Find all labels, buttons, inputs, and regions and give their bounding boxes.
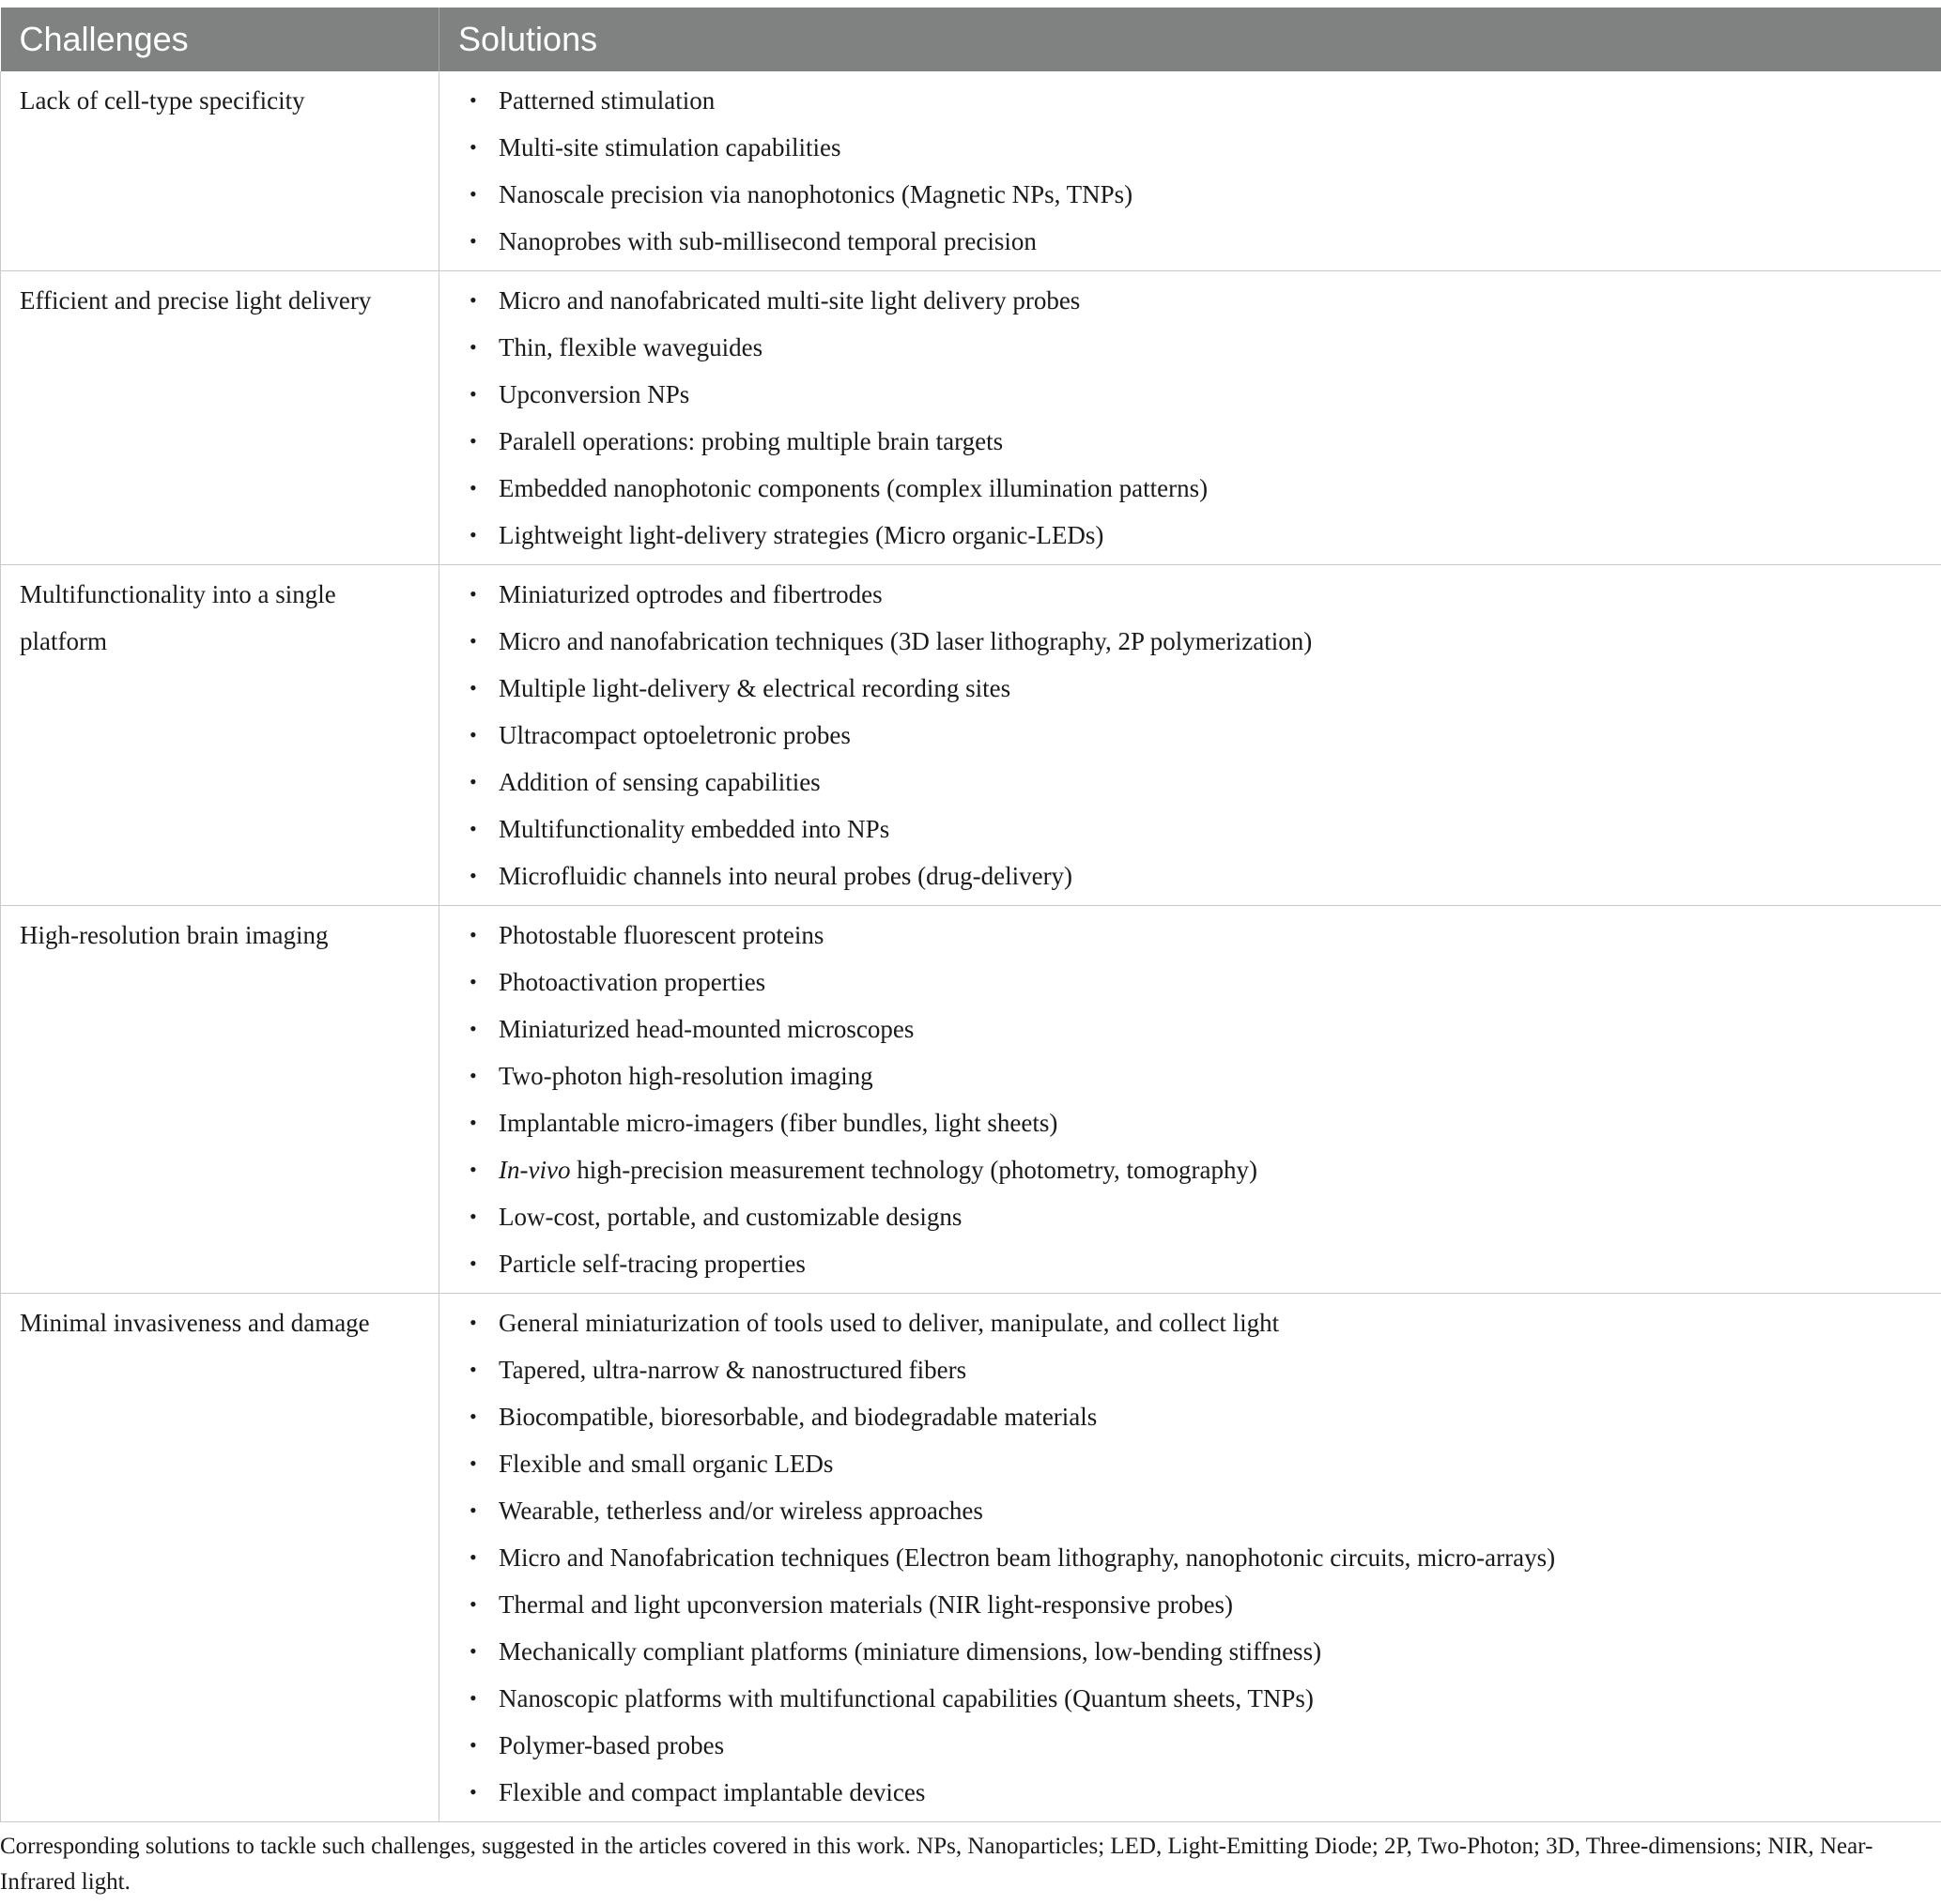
table-row bbox=[1, 271, 1941, 565]
solution-item: • Thin, flexible waveguides bbox=[466, 324, 1941, 371]
table-row bbox=[1, 906, 1941, 1294]
solutions-list bbox=[466, 571, 1941, 899]
challenge-cell: Minimal invasiveness and damage bbox=[1, 1294, 439, 1822]
table-row bbox=[1, 1294, 1941, 1822]
solutions-list bbox=[466, 1299, 1941, 1816]
solution-item: • Implantable micro-imagers (fiber bundles, light sheets) bbox=[466, 1099, 1941, 1146]
solution-item: • Micro and nanofabricated multi-site light delivery probes bbox=[466, 277, 1941, 324]
table-header bbox=[1, 8, 1941, 71]
solution-item: • Flexible and small organic LEDs bbox=[466, 1440, 1941, 1487]
solution-item: • Multiple light-delivery & electrical recording sites bbox=[466, 665, 1941, 712]
solution-item: • Miniaturized optrodes and fibertrodes bbox=[466, 571, 1941, 618]
solutions-cell bbox=[439, 71, 1941, 271]
solution-item: • Lightweight light-delivery strategies (Micro organic-LEDs) bbox=[466, 512, 1941, 559]
solution-item: • Patterned stimulation bbox=[466, 77, 1941, 124]
solution-item: • Polymer-based probes bbox=[466, 1722, 1941, 1769]
solution-item: • Embedded nanophotonic components (complex illumination patterns) bbox=[466, 465, 1941, 512]
solution-item: • Thermal and light upconversion materials (NIR light-responsive probes) bbox=[466, 1581, 1941, 1628]
solution-item: • Two-photon high-resolution imaging bbox=[466, 1052, 1941, 1099]
solution-item: • Wearable, tetherless and/or wireless approaches bbox=[466, 1487, 1941, 1534]
solution-item: • Particle self-tracing properties bbox=[466, 1240, 1941, 1287]
solution-item: • Flexible and compact implantable devices bbox=[466, 1769, 1941, 1816]
solution-item: • Upconversion NPs bbox=[466, 371, 1941, 418]
challenge-cell: Lack of cell-type specificity bbox=[1, 71, 439, 271]
solutions-cell bbox=[439, 906, 1941, 1294]
solution-item: • Nanoscopic platforms with multifunctional capabilities (Quantum sheets, TNPs) bbox=[466, 1675, 1941, 1722]
solution-item: • Photoactivation properties bbox=[466, 959, 1941, 1006]
table-row bbox=[1, 565, 1941, 906]
challenge-cell: Multifunctionality into a single platform bbox=[1, 565, 439, 906]
solutions-list bbox=[466, 277, 1941, 559]
table-row bbox=[1, 71, 1941, 271]
solution-item: • Micro and Nanofabrication techniques (Electron beam lithography, nanophotonic circuits, micro-arrays) bbox=[466, 1534, 1941, 1581]
solution-item: • Biocompatible, bioresorbable, and biodegradable materials bbox=[466, 1393, 1941, 1440]
challenges-solutions-table bbox=[0, 8, 1941, 1822]
solution-item: • Microfluidic channels into neural probes (drug-delivery) bbox=[466, 852, 1941, 899]
solution-item: • Miniaturized head-mounted microscopes bbox=[466, 1006, 1941, 1052]
challenges-solutions-table-wrap bbox=[0, 8, 1941, 1822]
solution-item: • Low-cost, portable, and customizable designs bbox=[466, 1193, 1941, 1240]
table-body bbox=[1, 71, 1941, 1822]
solution-item: • In-vivo high-precision measurement technology (photometry, tomography) bbox=[466, 1146, 1941, 1193]
header-row bbox=[1, 8, 1941, 71]
solutions-list bbox=[466, 912, 1941, 1287]
solution-item: • Mechanically compliant platforms (miniature dimensions, low-bending stiffness) bbox=[466, 1628, 1941, 1675]
solution-item: • Photostable fluorescent proteins bbox=[466, 912, 1941, 959]
solution-item: • Nanoprobes with sub-millisecond temporal precision bbox=[466, 218, 1941, 265]
solutions-list bbox=[466, 77, 1941, 265]
solution-item: • Ultracompact optoeletronic probes bbox=[466, 712, 1941, 759]
challenge-cell: Efficient and precise light delivery bbox=[1, 271, 439, 565]
challenge-cell: High-resolution brain imaging bbox=[1, 906, 439, 1294]
table-footnote: Corresponding solutions to tackle such challenges, suggested in the articles covered in this work. NPs, Nanoparticles; LED, Light-Emitting Diode; 2P, Two-Photon; 3D, Three-dimensions; NIR, Near-Infrared light. bbox=[0, 1834, 1873, 1895]
header-challenges: Challenges bbox=[1, 8, 439, 71]
solution-item: • Multifunctionality embedded into NPs bbox=[466, 806, 1941, 852]
solution-item: • General miniaturization of tools used to deliver, manipulate, and collect light bbox=[466, 1299, 1941, 1346]
solutions-cell bbox=[439, 1294, 1941, 1822]
solution-item: • Addition of sensing capabilities bbox=[466, 759, 1941, 806]
header-solutions: Solutions bbox=[439, 8, 1941, 71]
solution-item: • Nanoscale precision via nanophotonics (Magnetic NPs, TNPs) bbox=[466, 171, 1941, 218]
solutions-cell bbox=[439, 271, 1941, 565]
solution-item: • Paralell operations: probing multiple brain targets bbox=[466, 418, 1941, 465]
solution-item: • Micro and nanofabrication techniques (3D laser lithography, 2P polymerization) bbox=[466, 618, 1941, 665]
solution-item: • Multi-site stimulation capabilities bbox=[466, 124, 1941, 171]
solutions-cell bbox=[439, 565, 1941, 906]
solution-item: • Tapered, ultra-narrow & nanostructured fibers bbox=[466, 1346, 1941, 1393]
